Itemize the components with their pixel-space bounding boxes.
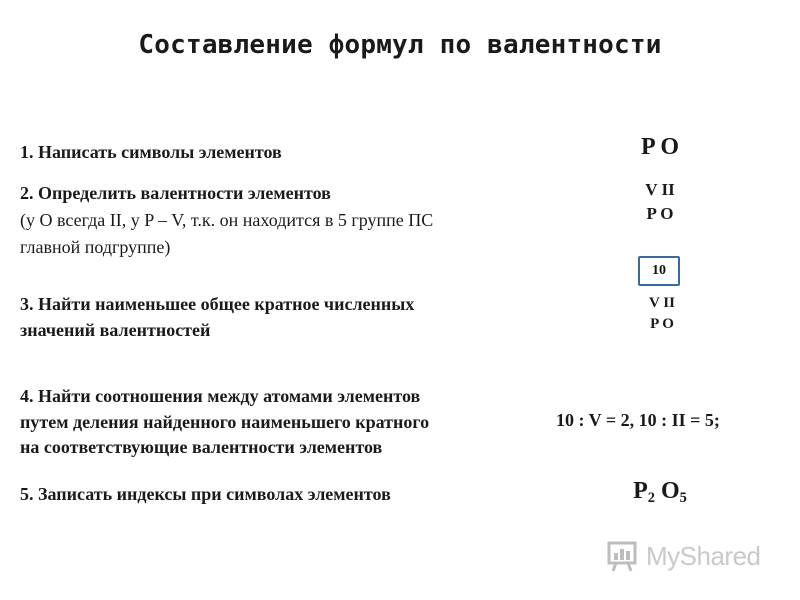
formula-index-1: 2 (647, 490, 655, 506)
step-2-line2: (у O всегда II, у P – V, т.к. он находится в 5 группе ПС (20, 210, 434, 230)
watermark-logo (606, 538, 766, 574)
lcm-box: 10 (638, 256, 680, 286)
step-4-result: 10 : V = 2, 10 : II = 5; (556, 410, 720, 430)
step-4-line2: путем деления найденного наименьшего кратного (20, 412, 430, 432)
step-5-text: 5. Записать индексы при символах элементов (20, 484, 391, 504)
presentation-board-icon (606, 539, 640, 573)
watermark-text: MyShared (646, 540, 761, 571)
formula-element-2: O (661, 478, 680, 504)
step-3-line1: 3. Найти наименьшее общее кратное численных (20, 294, 415, 314)
step-3-valences: V II (649, 295, 675, 311)
step-2-line1: 2. Определить валентности элементов (20, 183, 331, 203)
step-4-line1: 4. Найти соотношения между атомами элементов (20, 386, 421, 406)
step-2-line3: главной подгруппе) (20, 237, 171, 257)
page-title: Составление формул по валентности (138, 30, 662, 60)
step-3-line2: значений валентностей (20, 320, 211, 340)
formula-index-2: 5 (679, 490, 687, 506)
step-3-symbols: P O (650, 316, 674, 332)
step-2-valences: V II (645, 180, 675, 199)
step-5-formula (600, 478, 720, 507)
step-4-line3: на соответствующие валентности элементов (20, 437, 383, 457)
step-1-text: 1. Написать символы элементов (20, 142, 282, 162)
formula-element-1: P (633, 478, 648, 504)
step-2-symbols: P O (646, 204, 674, 223)
step-1-result: P O (640, 134, 679, 160)
